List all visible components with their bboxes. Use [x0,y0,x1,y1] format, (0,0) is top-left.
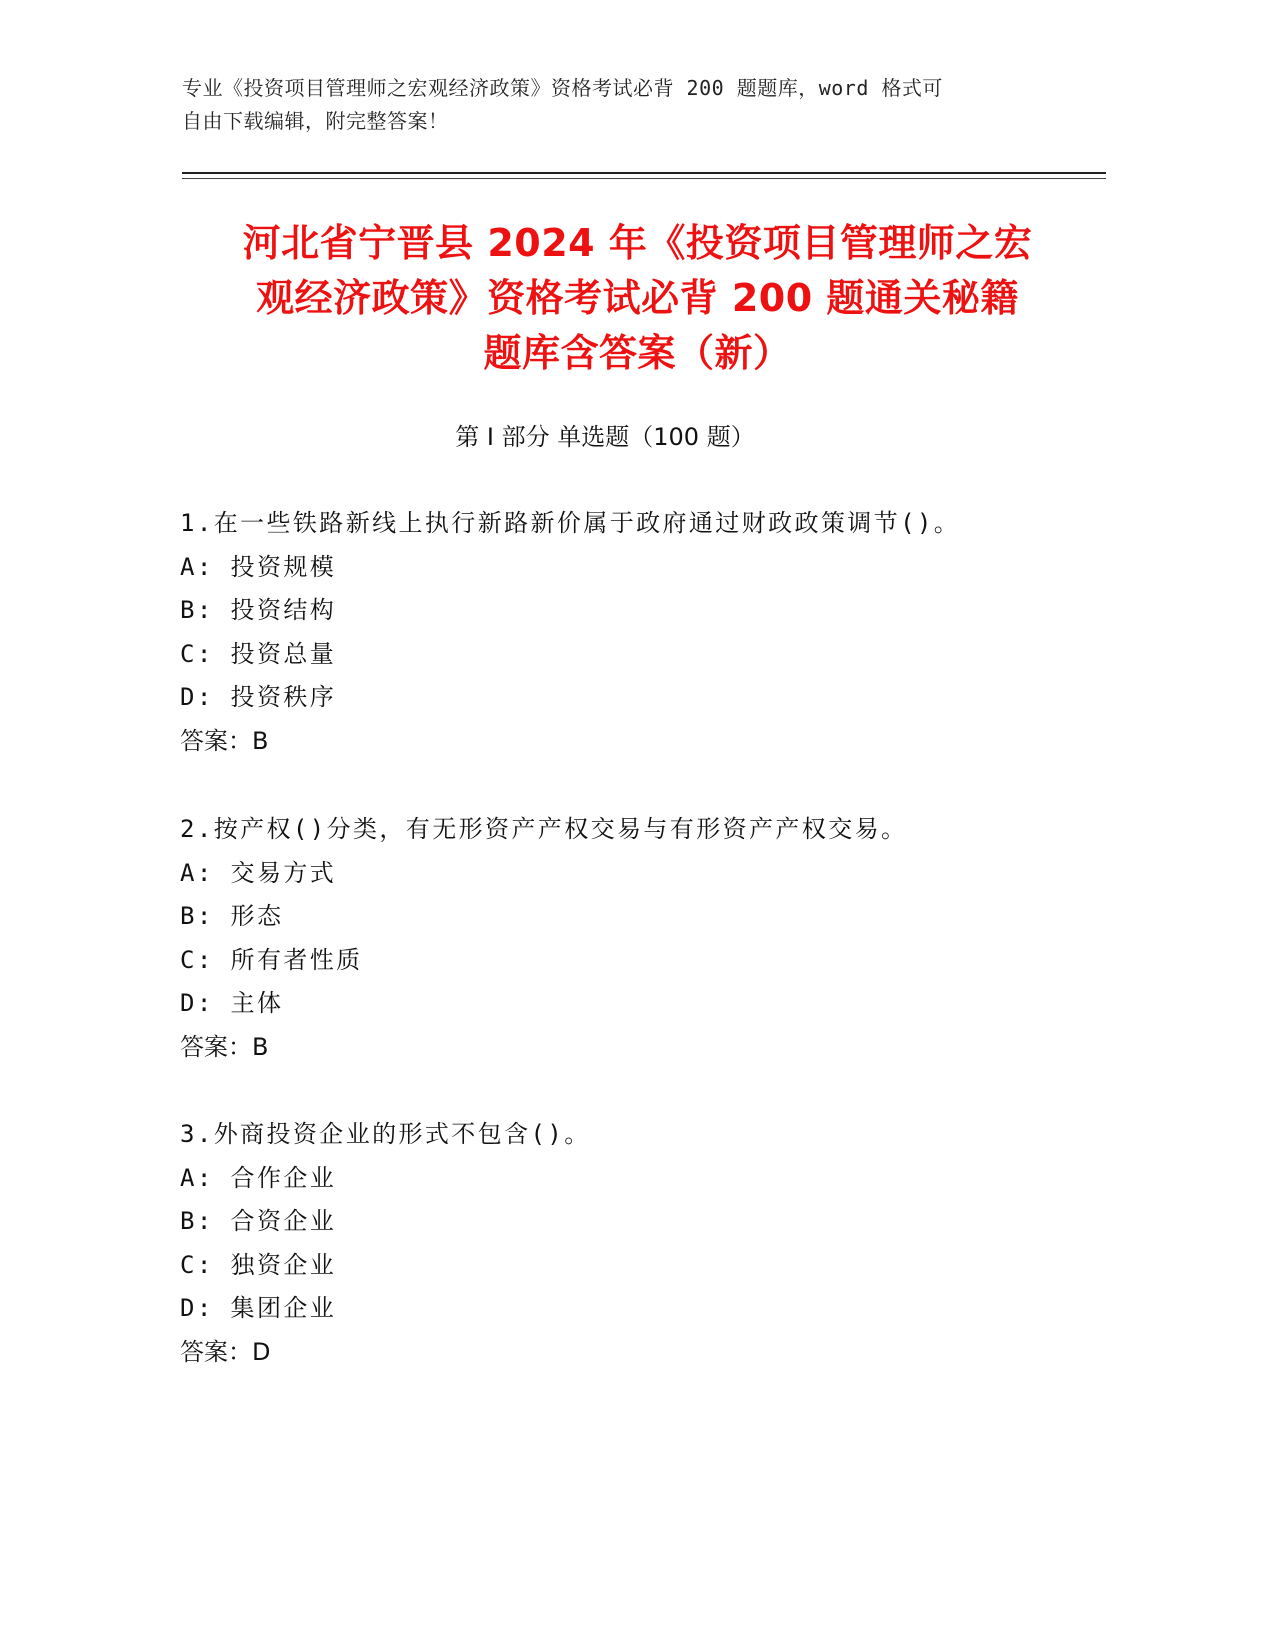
document-title-line-2: 观经济政策》资格考试必背 200 题通关秘籍 [256,276,1019,320]
question-3 [180,1113,1120,1374]
document-title-line-1: 河北省宁晋县 2024 年《投资项目管理师之宏 [242,221,1033,265]
option-c: C: 独资企业 [180,1250,337,1279]
answer-line: 答案：B [180,726,269,755]
header-note-line-2: 自由下载编辑，附完整答案！ [182,109,449,133]
option-d: D: 主体 [180,989,284,1017]
question-1 [180,502,1120,763]
option-d: D: 集团企业 [180,1294,337,1322]
option-c: C: 所有者性质 [180,945,363,974]
question-2 [180,808,1120,1069]
header-divider-thick [182,172,1106,174]
header-note-line-1: 专业《投资项目管理师之宏观经济政策》资格考试必背 200 题题库，word 格式可 [182,76,943,100]
header-note [182,72,1052,138]
document-title-line-3: 题库含答案（新） [483,331,792,375]
answer-line: 答案：B [180,1032,269,1061]
section-heading: 第 I 部分 单选题（100 题） [455,423,755,451]
option-d: D: 投资秩序 [180,683,337,711]
document-title [160,216,1115,381]
answer-line: 答案：D [180,1337,271,1366]
header-divider-thin [182,178,1106,179]
option-b: B: 投资结构 [180,596,337,624]
option-a: A: 交易方式 [180,858,337,887]
option-a: A: 合作企业 [180,1163,337,1192]
option-c: C: 投资总量 [180,639,337,668]
option-b: B: 形态 [180,902,284,930]
question-stem: 1.在一些铁路新线上执行新路新价属于政府通过财政政策调节()。 [180,509,961,537]
question-stem: 3.外商投资企业的形式不包含()。 [180,1120,591,1148]
option-a: A: 投资规模 [180,552,337,581]
question-stem: 2.按产权()分类，有无形资产产权交易与有形资产产权交易。 [180,815,908,843]
option-b: B: 合资企业 [180,1207,337,1235]
